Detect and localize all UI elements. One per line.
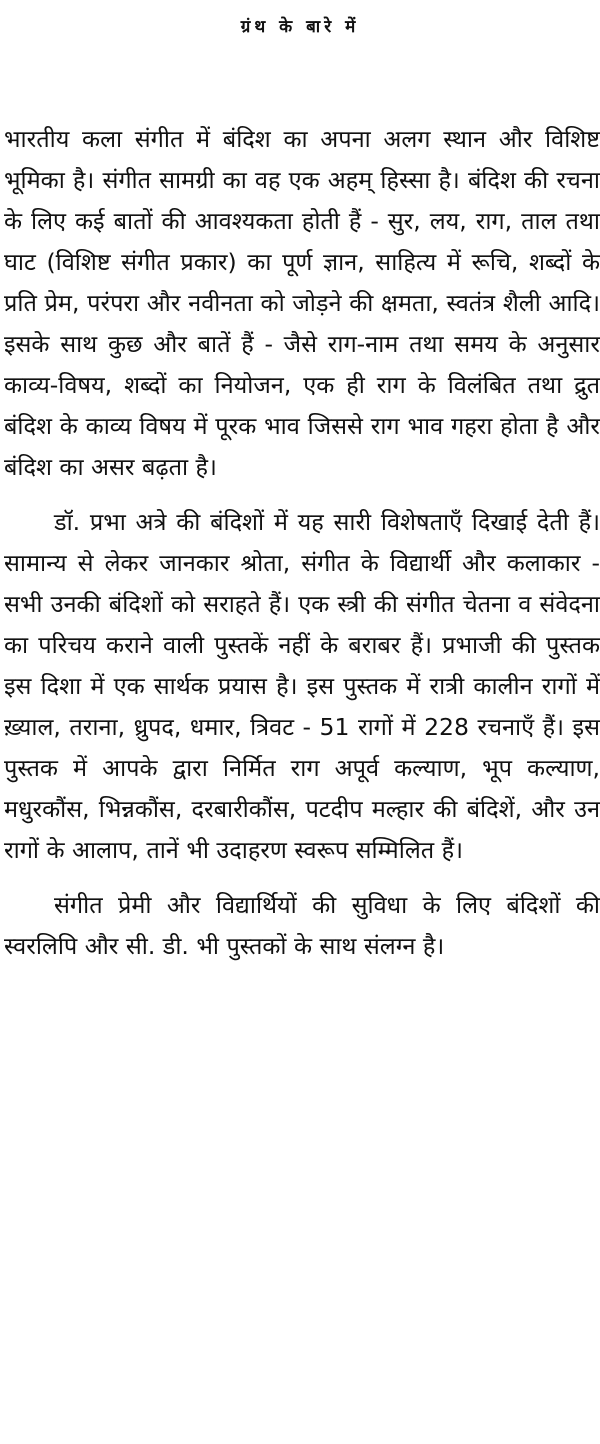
page-heading: ग्रंथ के बारे में (240, 17, 360, 37)
paragraph-3: संगीत प्रेमी और विद्यार्थियों की सुविधा के लिए बंदिशों की स्वरलिपि और सी. डी. भी पुस्तकों के साथ संलग्न है। (4, 891, 600, 960)
paragraph-2: डॉ. प्रभा अत्रे की बंदिशों में यह सारी विशेषताएँ दिखाई देती हैं। सामान्य से लेकर जानकार श्रोता, संगीत के विद्यार्थी और कलाकार - सभी उनकी बंदिशों को सराहते हैं। एक स्त्री की संगीत चेतना व संवेदना का परिचय कराने वाली पुस्तकें नहीं के बराबर हैं। प्रभाजी की पुस्तक इस दिशा में एक सार्थक प्रयास है। इस पुस्तक में रात्री कालीन रागों में ख़्याल, तराना, ध्रुपद, धमार, त्रिवट - 51 रागों में 228 रचनाएँ हैं। इस पुस्तक में आपके द्वारा निर्मित राग अपूर्व कल्याण, भूप कल्याण, मधुरकौंस, भिन्नकौंस, दरबारीकौंस, पटदीप मल्हार की बंदिशें, और उन रागों के आलाप, तानें भी उदाहरण स्वरूप सम्मिलित हैं। (4, 508, 600, 864)
body-text (4, 119, 600, 967)
paragraph-1: भारतीय कला संगीत में बंदिश का अपना अलग स्थान और विशिष्ट भूमिका है। संगीत सामग्री का वह एक अहम् हिस्सा है। बंदिश की रचना के लिए कई बातों की आवश्यकता होती हैं - सुर, लय, राग, ताल तथा घाट (विशिष्ट संगीत प्रकार) का पूर्ण ज्ञान, साहित्य में रूचि, शब्दों के प्रति प्रेम, परंपरा और नवीनता को जोड़ने की क्षमता, स्वतंत्र शैली आदि। इसके साथ कुछ और बातें हैं - जैसे राग-नाम तथा समय के अनुसार काव्य-विषय, शब्दों का नियोजन, एक ही राग के विलंबित तथा द्रुत बंदिश के काव्य विषय में पूरक भाव जिससे राग भाव गहरा होता है और बंदिश का असर बढ़ता है। (4, 125, 600, 481)
